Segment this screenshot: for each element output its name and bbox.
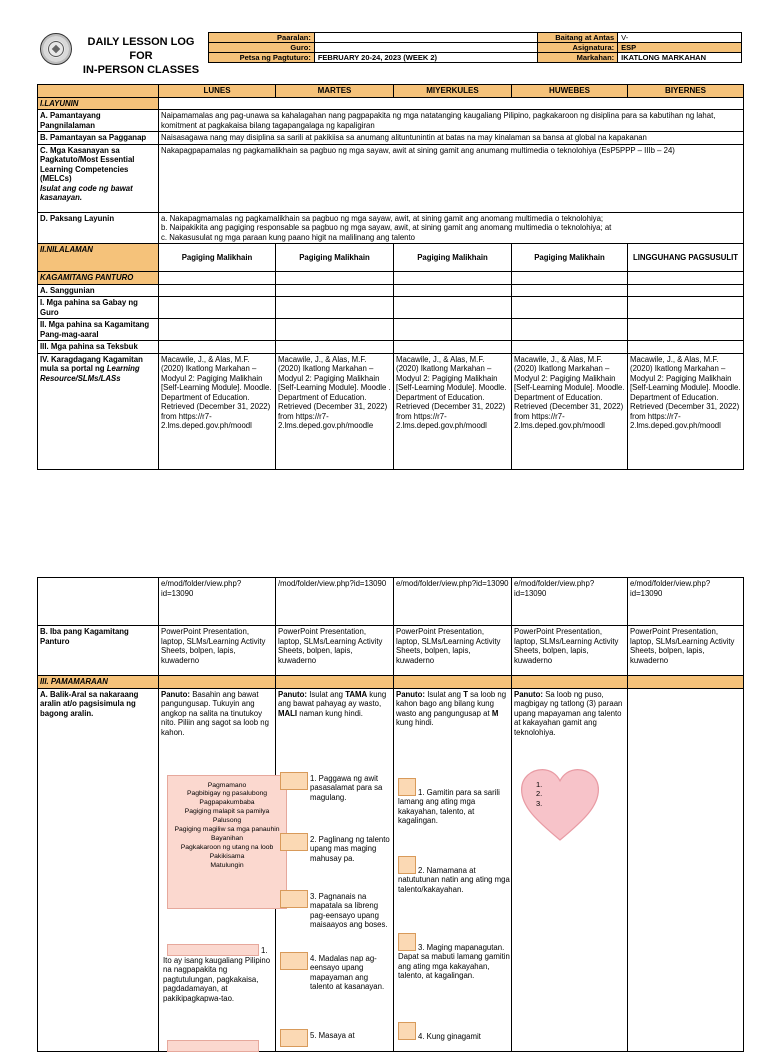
page-2 xyxy=(0,548,768,1041)
pamantayang-pangnilalaman-label: A. Pamantayang Pangnilalaman xyxy=(38,110,159,132)
portal-miyerkules: Macawile, J., & Alas, M.F. (2020) Ikatlong Markahan – Modyul 2: Pagiging Malikhain [Self-Learning Module]. Moodle. Department of Education. Retrieved (December 31, 2022) from https://r7-2.lms.deped.gov.ph/moodl xyxy=(394,353,512,469)
paksang-layunin-b: b. Naipakikita ang pagiging responsable sa pagbuo ng mga sayaw, awit, at sining gamit ang anomang multimedia o teknolohiya; at xyxy=(161,223,612,233)
url-tail-miyerkules: e/mod/folder/view.php?id=13090 xyxy=(394,578,512,626)
answer-box[interactable] xyxy=(167,1040,259,1052)
markahan-label: Markahan: xyxy=(538,53,618,63)
document-title: DAILY LESSON LOG FOR IN-PERSON CLASSES xyxy=(82,36,200,76)
kagamitan-heading: KAGAMITANG PANTURO xyxy=(38,272,159,285)
paaralan-label: Paaralan: xyxy=(209,33,315,43)
baitang-value: V- xyxy=(618,33,742,43)
kagamitang-pang-row xyxy=(38,319,744,341)
balik-aral-lunes: Panuto: Basahin ang bawat pangungusap. Tukuyin ang angkop na salita na tinutukoy nito. Piliin ang sagot sa loob ng kahon. Pagmamano Pagbibigay ng pasalubong Pagpapakumbaba Pagiging malapit sa pamilya Palusong Pagiging magiliw sa mga panauhin Bayanihan Pagkakaroon ng utang na loob Pakikisama Matulungin 1. Ito ay isang kaugaliang Pilipino na nagpapakita ng pagtutulungan, pagkakaisa, pagdadamayan, at pakikipagkapwa-tao. xyxy=(159,688,276,1051)
baitang-label: Baitang at Antas xyxy=(538,33,618,43)
melc-label: C. Mga Kasanayan sa Pagkatuto/Most Essential Learning Competencies (MELCs) xyxy=(40,145,135,184)
pamamaraan-row xyxy=(38,676,744,689)
gabay-label: I. Mga pahina sa Gabay ng Guro xyxy=(38,297,159,319)
iba-martes: PowerPoint Presentation, laptop, SLMs/Learning Activity Sheets, bolpen, lapis, kuwaderno xyxy=(276,626,394,676)
balik-aral-biyernes xyxy=(628,688,744,1051)
heart-list: 1. 2. 3. xyxy=(536,779,543,808)
pamantayan-pagganap-text: Naisasagawa nang may disiplina sa sarili at pakikiisa sa anumang alituntunintin at batas na may kinalaman sa bansa at global na kapakanan xyxy=(159,132,744,145)
url-continuation-row xyxy=(38,578,744,626)
portal-martes: Macawile, J., & Alas, M.F. (2020) Ikatlong Markahan – Modyul 2: Pagiging Malikhain [Self-Learning Module]. Moodle . Department of Education. Retrieved (December 31, 2022) from https://r7-2.lms.deped.gov.ph/moodle xyxy=(276,353,394,469)
layunin-heading: I.LAYUNIN xyxy=(38,97,159,110)
answer-box[interactable] xyxy=(280,952,308,970)
nilalaman-huwebes: Pagiging Malikhain xyxy=(512,244,628,272)
day-biyernes: BIYERNES xyxy=(628,85,744,98)
petsa-label: Petsa ng Pagtuturo: xyxy=(209,53,315,63)
day-huwebes: HUWEBES xyxy=(512,85,628,98)
day-header-row xyxy=(38,85,744,98)
layunin-row xyxy=(38,97,744,110)
melc-note: Isulat ang code ng bawat kasanayan. xyxy=(40,183,133,203)
asignatura-label: Asignatura: xyxy=(538,43,618,53)
paksang-layunin-c: c. Nakasusulat ng mga paraan kung paano higit na malilinang ang talento xyxy=(161,232,416,242)
answer-box[interactable] xyxy=(280,772,308,790)
kagamitan-row xyxy=(38,272,744,285)
answer-box[interactable] xyxy=(280,890,308,908)
portal-lunes: Macawile, J., & Alas, M.F. (2020) Ikatlong Markahan – Modyul 2: Pagiging Malikhain [Self-Learning Module]. Moodle. Department of Education. Retrieved (December 31, 2022) from https://r7-2.lms.deped.gov.ph/moodl xyxy=(159,353,276,469)
guro-value xyxy=(314,43,537,53)
kagamitang-pang-label: II. Mga pahina sa Kagamitang Pang-mag-aaral xyxy=(38,319,159,341)
portal-biyernes: Macawile, J., & Alas, M.F. (2020) Ikatlong Markahan – Modyul 2: Pagiging Malikhain [Self-Learning Module]. Moodle. Department of Education. Retrieved (December 31, 2022) from https://r7-2.lms.deped.gov.ph/moodl xyxy=(628,353,744,469)
teksbuk-row xyxy=(38,341,744,354)
url-tail-biyernes: e/mod/folder/view.php?id=13090 xyxy=(628,578,744,626)
pamantayang-pangnilalaman-text: Naipamamalas ang pag-unawa sa kahalagahan nang pagpapakita ng mga natatanging kaugaliang Pilipino, pagkakaroon ng disiplina para sa kabutihan ng lahat, komitment at pagkakaisa bilang tagapangalaga ng kapaligiran xyxy=(159,110,744,132)
sanggunian-row xyxy=(38,284,744,297)
paksang-layunin-a: a. Nakapagmamalas ng pagkamalikhain sa pagbuo ng mga sayaw, awit, at sining gamit ang anomang multimedia o teknolohiya; xyxy=(161,213,604,223)
header-info-table xyxy=(208,32,742,63)
nilalaman-miyerkules: Pagiging Malikhain xyxy=(394,244,512,272)
balik-aral-row xyxy=(38,688,744,1051)
pamantayang-pangnilalaman-row xyxy=(38,110,744,132)
iba-kagamitan-row xyxy=(38,626,744,676)
url-tail-martes: /mod/folder/view.php?id=13090 xyxy=(276,578,394,626)
balik-aral-martes: Panuto: Isulat ang TAMA kung ang bawat pahayag ay wasto, MALI naman kung hindi. 1. Paggawa ng awit pasasalamat para sa magulang. 2. Paglinang ng talento upang mas maging mahusay pa. 3. Pagnanais na mapatala sa libreng pag-eensayo upang maisaayos ang boses. 4. Madalas nap ag-eensayo upang mapayaman ang talento at kasanayan. 5. Masaya at xyxy=(276,688,394,1051)
asignatura-value: ESP xyxy=(618,43,742,53)
day-lunes: LUNES xyxy=(159,85,276,98)
url-tail-lunes: e/mod/folder/view.php?id=13090 xyxy=(159,578,276,626)
balik-aral-huwebes: Panuto: Sa loob ng puso, magbigay ng tatlong (3) paraan upang mapayaman ang talento at kakayahan gamit ang teknolohiya. 1. 2. 3. xyxy=(512,688,628,1051)
teksbuk-label: III. Mga pahina sa Teksbuk xyxy=(38,341,159,354)
melc-text: Nakapagpapamalas ng pagkamalikhain sa pagbuo ng mga sayaw, awit at sining gamit ang anumang multimedia o teknolohiya (EsP5PPP – IIIb – 24) xyxy=(159,144,744,212)
heart-icon xyxy=(520,768,600,844)
answer-box[interactable] xyxy=(280,833,308,851)
petsa-value: FEBRUARY 20-24, 2023 (WEEK 2) xyxy=(314,53,537,63)
answer-box[interactable] xyxy=(167,944,259,956)
iba-lunes: PowerPoint Presentation, laptop, SLMs/Learning Activity Sheets, bolpen, lapis, kuwaderno xyxy=(159,626,276,676)
lesson-log-table-continued xyxy=(37,577,744,1052)
iba-kagamitan-label: B. Iba pang Kagamitang Panturo xyxy=(38,626,159,676)
answer-box[interactable] xyxy=(280,1029,308,1047)
paaralan-value xyxy=(314,33,537,43)
sanggunian-label: A. Sanggunian xyxy=(38,284,159,297)
portal-row xyxy=(38,353,744,469)
portal-label: IV. Karagdagang Kagamitan mula sa portal ng Learning Resource/SLMs/LASs xyxy=(38,353,159,469)
iba-biyernes: PowerPoint Presentation, laptop, SLMs/Learning Activity Sheets, bolpen, lapis, kuwaderno xyxy=(628,626,744,676)
gabay-row xyxy=(38,297,744,319)
balik-aral-label: A. Balik-Aral sa nakaraang aralin at/o pagsisimula ng bagong aralin. xyxy=(38,688,159,1051)
melc-row xyxy=(38,144,744,212)
word-bank-box: Pagmamano Pagbibigay ng pasalubong Pagpapakumbaba Pagiging malapit sa pamilya Palusong Pagiging magiliw sa mga panauhin Bayanihan Pagkakaroon ng utang na loob Pakikisama Matulungin xyxy=(167,775,287,909)
portal-huwebes: Macawile, J., & Alas, M.F. (2020) Ikatlong Markahan – Modyul 2: Pagiging Malikhain [Self-Learning Module]. Moodle. Department of Education. Retrieved (December 31, 2022) from https://r7-2.lms.deped.gov.ph/moodl xyxy=(512,353,628,469)
iba-huwebes: PowerPoint Presentation, laptop, SLMs/Learning Activity Sheets, bolpen, lapis, kuwaderno xyxy=(512,626,628,676)
nilalaman-row xyxy=(38,244,744,272)
url-tail-huwebes: e/mod/folder/view.php?id=13090 xyxy=(512,578,628,626)
deped-seal-icon xyxy=(40,33,72,65)
guro-label: Guro: xyxy=(209,43,315,53)
pamamaraan-heading: III. PAMAMARAAN xyxy=(38,676,159,689)
nilalaman-martes: Pagiging Malikhain xyxy=(276,244,394,272)
nilalaman-lunes: Pagiging Malikhain xyxy=(159,244,276,272)
nilalaman-heading: II.NILALAMAN xyxy=(38,244,159,272)
paksang-layunin-label: D. Paksang Layunin xyxy=(38,212,159,244)
pamantayan-pagganap-label: B. Pamantayan sa Pagganap xyxy=(38,132,159,145)
iba-miyerkules: PowerPoint Presentation, laptop, SLMs/Learning Activity Sheets, bolpen, lapis, kuwaderno xyxy=(394,626,512,676)
nilalaman-biyernes: LINGGUHANG PAGSUSULIT xyxy=(628,244,744,272)
pamantayan-pagganap-row xyxy=(38,132,744,145)
lesson-log-table xyxy=(37,84,744,470)
day-miyerkules: MIYERKULES xyxy=(394,85,512,98)
paksang-layunin-row xyxy=(38,212,744,244)
balik-aral-miyerkules: Panuto: Isulat ang T sa loob ng kahon bago ang bilang kung wasto ang pangungusap at M kung hindi. 1. Gamitin para sa sarili lamang ang ating mga kakayahan, talento, at kagalingan. 2. Namamana at natututunan natin ang ating mga talento/kakayahan. 3. Maging mapanagutan. Dapat sa mabuti lamang gamitin ang ating mga kakayahan, talento, at kagalingan. 4. Kung ginagamit xyxy=(394,688,512,1051)
day-martes: MARTES xyxy=(276,85,394,98)
markahan-value: IKATLONG MARKAHAN xyxy=(618,53,742,63)
